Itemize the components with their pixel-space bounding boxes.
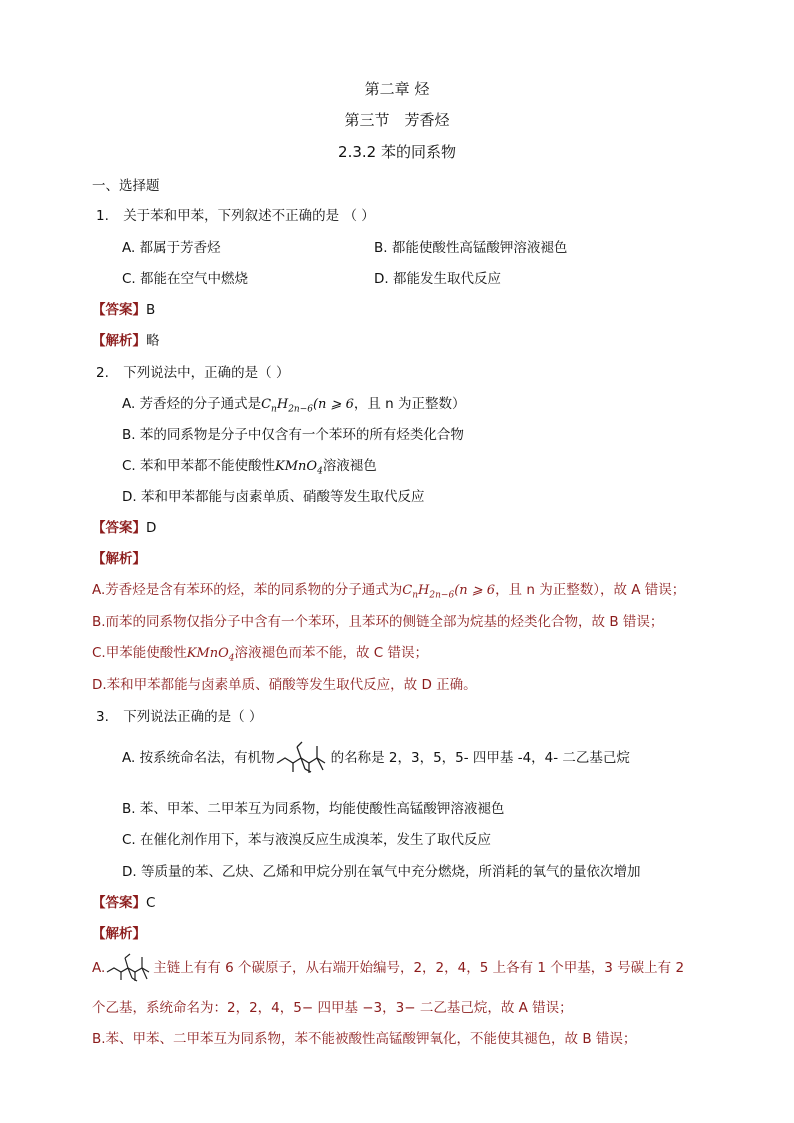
question-number: 3. — [96, 709, 109, 725]
q1-option-a: A. 都属于芳香烃 — [122, 240, 221, 256]
skeletal-structure-icon — [105, 953, 153, 983]
analysis-label: 【解析】 — [92, 333, 146, 349]
q3-option-b: B. 苯、甲苯、二甲苯互为同系物，均能使酸性高锰酸钾溶液褪色 — [122, 801, 505, 817]
q3-analysis-line-3: B.苯、甲苯、二甲苯互为同系物，苯不能被酸性高锰酸钾氧化，不能使其褪色，故 B 错误； — [92, 1031, 637, 1047]
answer-label: 【答案】 — [92, 302, 146, 318]
question-stem: 关于苯和甲苯，下列叙述不正确的是 （ ） — [123, 208, 375, 224]
option-text: A. 芳香烃的分子通式是 — [122, 396, 262, 412]
answer-value: C — [146, 895, 156, 911]
kmno4-formula: KMnO$_4$ — [186, 646, 235, 664]
question-number: 2. — [96, 365, 109, 381]
analysis-label: 【解析】 — [92, 551, 146, 567]
question-2 — [96, 361, 289, 381]
option-text: 溶液褪色 — [322, 458, 377, 474]
q2-analysis-line-1: A.芳香烃是含有苯环的烃，苯的同系物的分子通式为$C_nH_{2n-6}(n$ ⩾ 6，且 n 为正整数），故 A 错误； — [92, 582, 686, 601]
q3-analysis-line-1: A. 主链上有有 6 个碳原子，从右端开始编号，2，2，4，5 上各有 1 个甲基，3 号碳上有 2 — [92, 952, 684, 984]
analysis-label: 【解析】 — [92, 926, 146, 942]
q2-option-c — [122, 454, 377, 477]
option-text: A. 按系统命名法，有机物 — [122, 750, 275, 766]
q3-option-d: D. 等质量的苯、乙炔、乙烯和甲烷分别在氧气中充分燃烧，所消耗的氧气的量依次增加 — [122, 864, 641, 880]
analysis-text: 略 — [146, 333, 160, 349]
q2-option-d: D. 苯和甲苯都能与卤素单质、硝酸等发生取代反应 — [122, 489, 425, 505]
answer-label: 【答案】 — [92, 895, 146, 911]
section-label: 一、选择题 — [92, 178, 160, 194]
general-formula: $C_nH_{2n-6}(n$ ⩾ 6 — [261, 397, 354, 415]
chapter-title: 第二章 烃 — [364, 80, 430, 98]
q1-option-b: B. 都能使酸性高锰酸钾溶液褪色 — [374, 240, 568, 256]
subsection-title: 2.3.2 苯的同系物 — [338, 143, 456, 161]
kmno4-formula: KMnO$_4$ — [275, 459, 323, 477]
option-text: C. 苯和甲苯都不能使酸性 — [122, 458, 276, 474]
question-stem: 下列说法正确的是（ ） — [123, 709, 263, 725]
answer-value: D — [146, 520, 157, 536]
answer-value: B — [146, 302, 156, 318]
question-3 — [96, 705, 262, 725]
q2-answer — [92, 516, 156, 536]
answer-label: 【答案】 — [92, 520, 146, 536]
q2-analysis-line-3: C.甲苯能使酸性KMnO$_4$溶液褪色而苯不能，故 C 错误； — [92, 645, 429, 664]
section-title: 第三节 芳香烃 — [344, 111, 450, 129]
q1-option-d: D. 都能发生取代反应 — [374, 271, 501, 287]
q2-option-b: B. 苯的同系物是分子中仅含有一个苯环的所有烃类化合物 — [122, 427, 464, 443]
question-1 — [96, 204, 375, 224]
q3-answer — [92, 891, 155, 911]
q3-option-a — [122, 740, 630, 776]
option-text: ，且 n 为正整数） — [353, 396, 466, 412]
q1-analysis — [92, 329, 160, 349]
q1-option-c: C. 都能在空气中燃烧 — [122, 271, 249, 287]
q1-answer — [92, 298, 155, 318]
q3-analysis-line-2: 个乙基，系统命名为：2，2，4，5− 四甲基 −3，3− 二乙基己烷，故 A 错误； — [92, 1000, 573, 1016]
general-formula: $C_nH_{2n-6}(n$ ⩾ 6 — [402, 583, 496, 601]
q2-analysis-line-2: B.而苯的同系物仅指分子中含有一个苯环，且苯环的侧链全部为烷基的烃类化合物，故 B 错误； — [92, 614, 664, 630]
question-number: 1. — [96, 208, 109, 224]
q2-analysis-label — [92, 547, 146, 567]
option-text: 的名称是 2，3，5，5- 四甲基 -4，4- 二乙基己烷 — [330, 750, 630, 766]
skeletal-structure-icon — [275, 741, 331, 775]
question-stem: 下列说法中，正确的是（ ） — [123, 365, 290, 381]
q3-analysis-label — [92, 922, 146, 942]
q2-option-a — [122, 392, 466, 415]
q3-option-c: C. 在催化剂作用下，苯与液溴反应生成溴苯，发生了取代反应 — [122, 832, 492, 848]
q2-analysis-line-4: D.苯和甲苯都能与卤素单质、硝酸等发生取代反应，故 D 正确。 — [92, 677, 477, 693]
